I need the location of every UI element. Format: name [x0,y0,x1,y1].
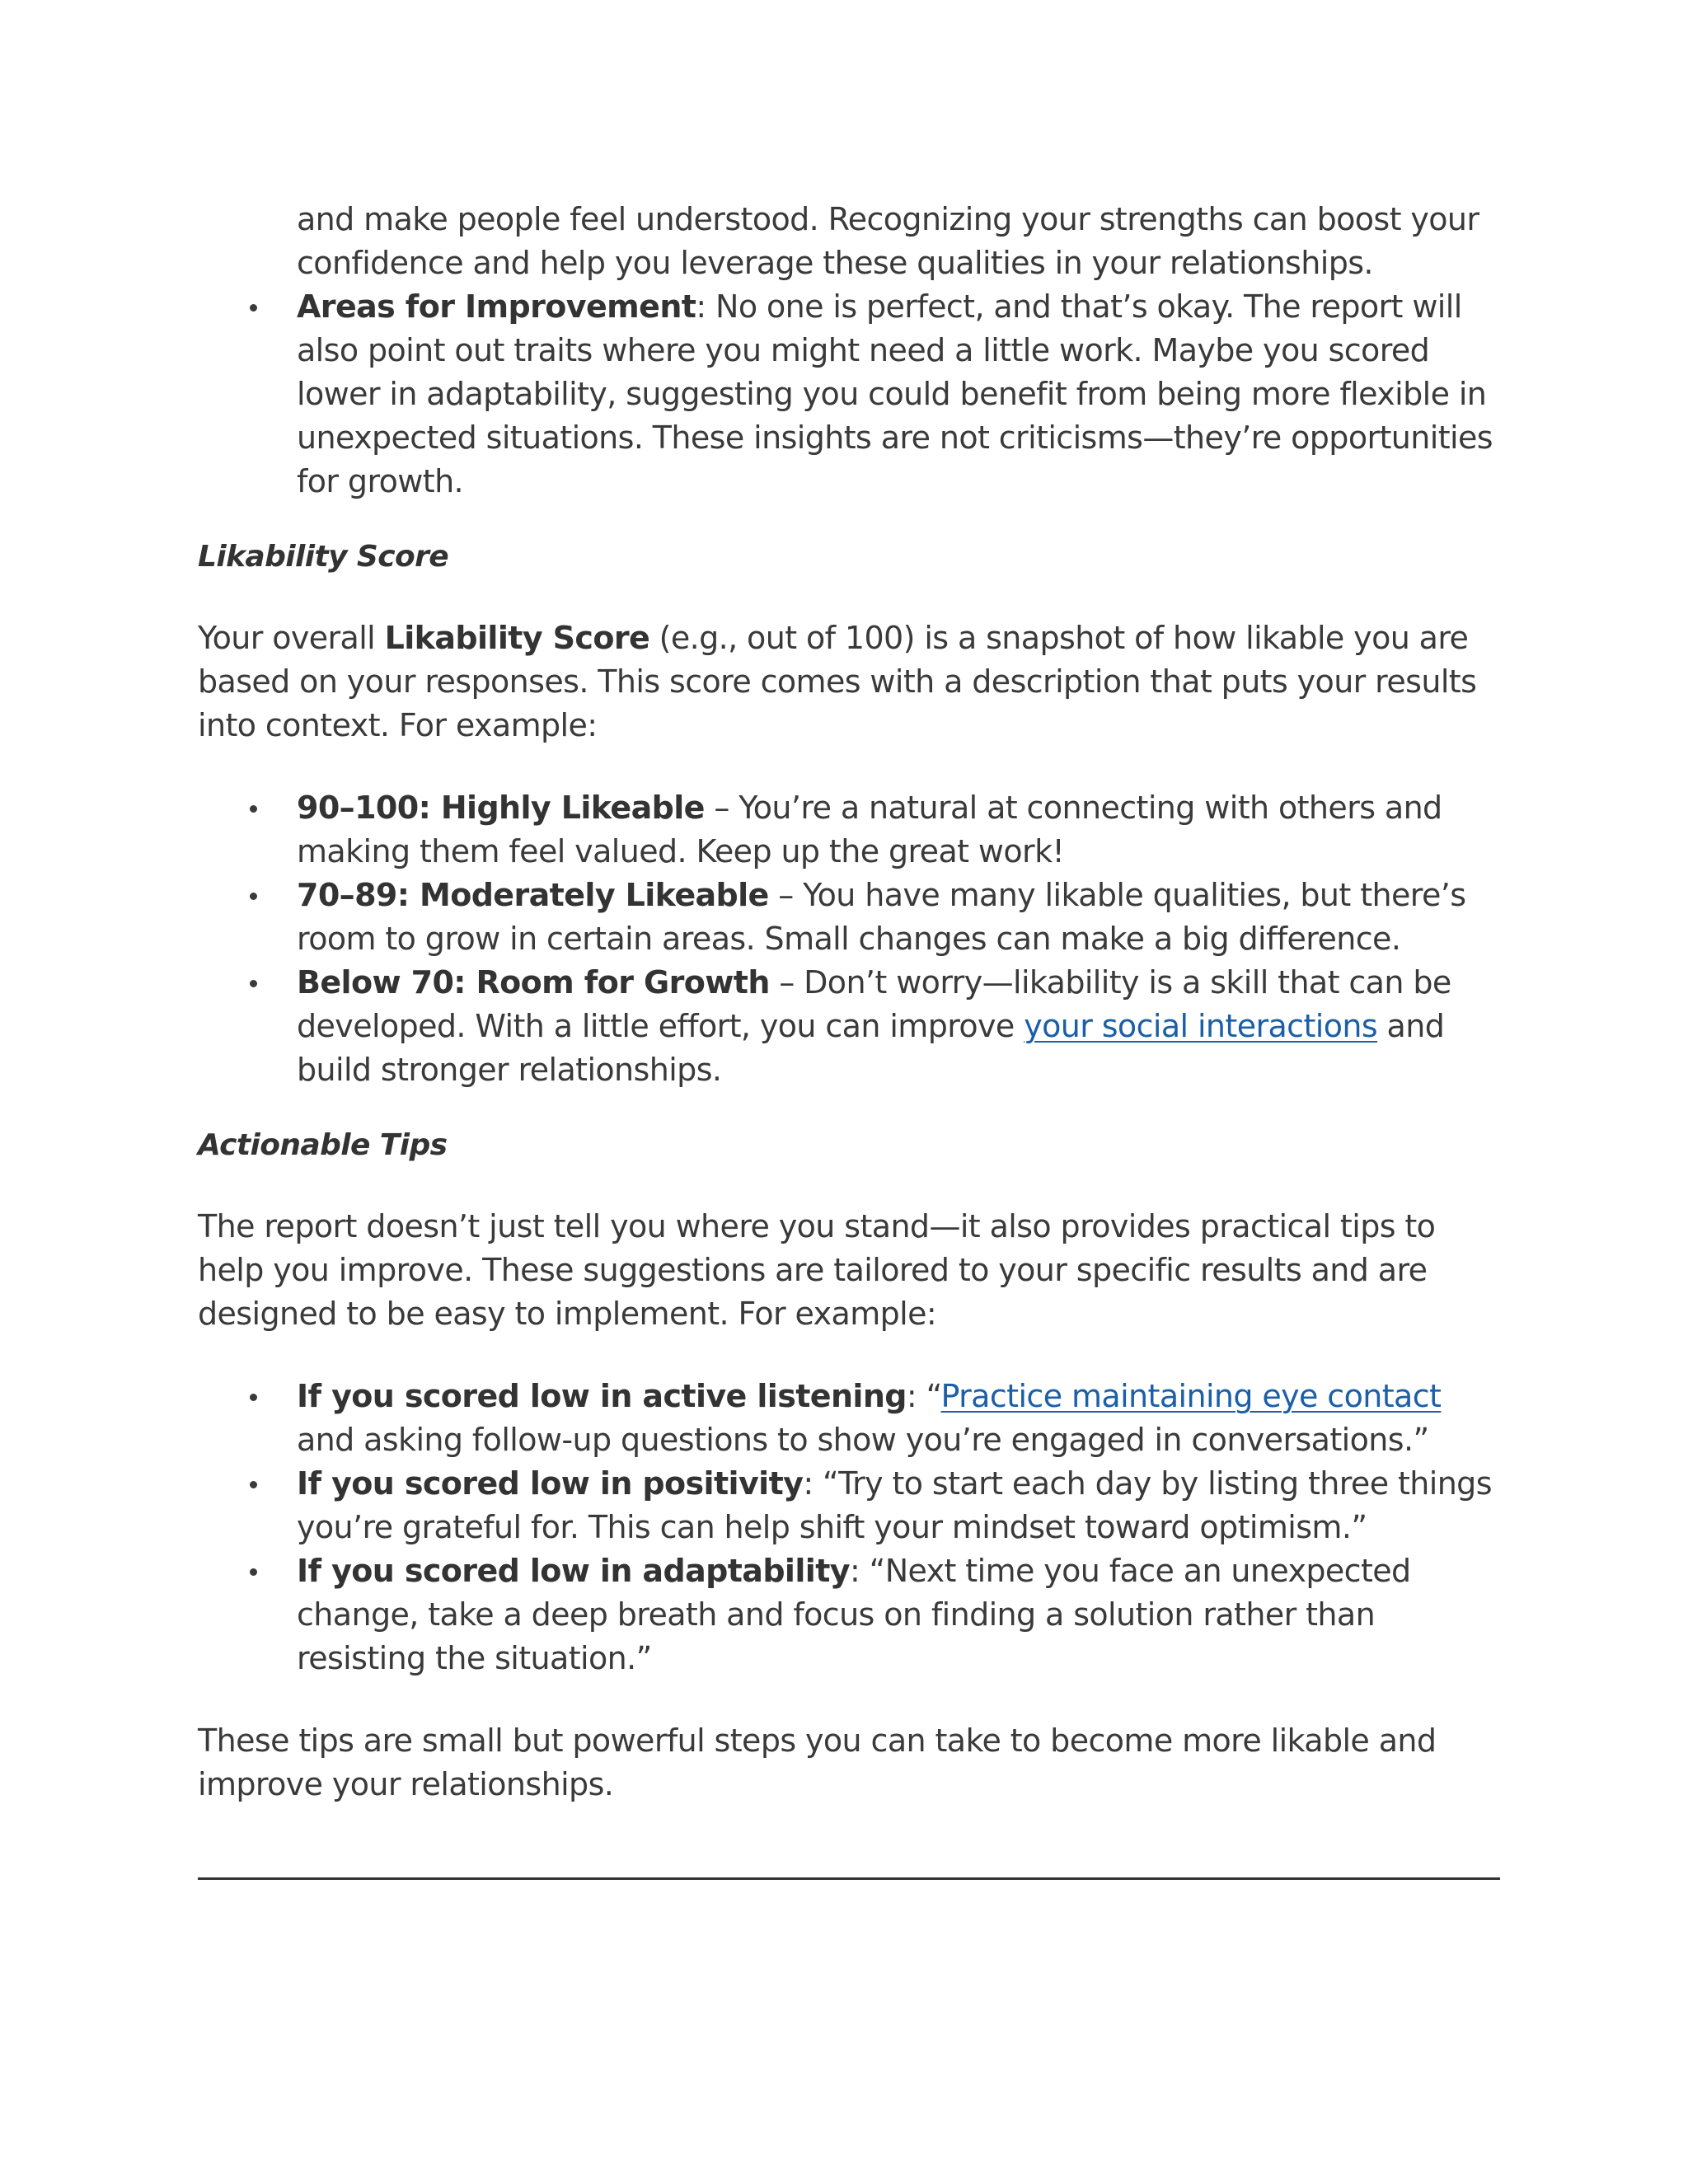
tips-intro-paragraph: The report doesn’t just tell you where you stand—it also provides practical tips to help you improve. These suggestions are tailored to your specific results and are designed to be easy to implement. For example: [198,1208,1436,1332]
list-item-positivity [198,1462,1500,1549]
horizontal-divider [198,1877,1500,1880]
likability-paragraph: Your overall Likability Score (e.g., out of 100) is a snapshot of how likable you are based on your responses. This score comes with a description that puts your results into context. For example: [198,620,1477,743]
list-item-text: and make people feel understood. Recognizing your strengths can boost your confidence and help you leverage these qualities in your relationships. [297,201,1479,281]
list-item-label: Areas for Improvement [297,288,696,325]
list-item-strengths-continued [198,198,1500,285]
section-heading-likability-score: Likability Score [198,540,449,574]
eye-contact-link[interactable]: Practice maintaining eye contact [940,1378,1442,1414]
list-item-label: If you scored low in adaptability [297,1553,850,1589]
strengths-list [198,198,1500,504]
tips-closing-paragraph: These tips are small but powerful steps you can take to become more likable and improve your relationships. [198,1722,1437,1802]
list-item-label: Below 70: Room for Growth [297,964,770,1001]
list-item-text: – You’re a natural at connecting with others and making them feel valued. Keep up the great work! [297,790,1442,869]
list-item-label: If you scored low in active listening [297,1378,907,1414]
list-item-label: 70–89: Moderately Likeable [297,877,769,913]
list-item-active-listening: If you scored low in active listening: “Practice maintaining eye contact and asking follow-up questions to show you’re engaged in conversations.” [198,1375,1500,1462]
likability-ranges-list [198,786,1500,1092]
list-item-text: : No one is perfect, and that’s okay. The report will also point out traits where you might need a little work. Maybe you scored lower in adaptability, suggesting you could benefit from being more flexible in unexpected situations. These insights are not criticisms—they’re opportunities for growth. [297,288,1493,499]
list-item-room-for-growth: Below 70: Room for Growth – Don’t worry—likability is a skill that can be developed. With a little effort, you can improve your social interactions and build stronger relationships. [198,961,1500,1092]
list-item-adaptability [198,1549,1500,1680]
social-interactions-link[interactable]: your social interactions [1024,1008,1378,1044]
list-item-label: If you scored low in positivity [297,1465,804,1502]
list-item-text: : “Next time you face an unexpected change, take a deep breath and focus on finding a solution rather than resisting the situation.” [297,1553,1411,1676]
list-item-highly-likeable [198,786,1500,874]
section-heading-actionable-tips: Actionable Tips [198,1128,448,1162]
tips-list [198,1375,1500,1680]
list-item-text: : “Try to start each day by listing three things you’re grateful for. This can help shift your mindset toward optimism.” [297,1465,1492,1545]
list-item-label: 90–100: Highly Likeable [297,790,705,826]
list-item-moderately-likeable [198,874,1500,961]
list-item-areas-for-improvement [198,285,1500,504]
document-page [198,198,1500,1807]
likability-score-term: Likability Score [384,620,650,656]
list-item-text: – You have many likable qualities, but there’s room to grow in certain areas. Small changes can make a big difference. [297,877,1466,957]
